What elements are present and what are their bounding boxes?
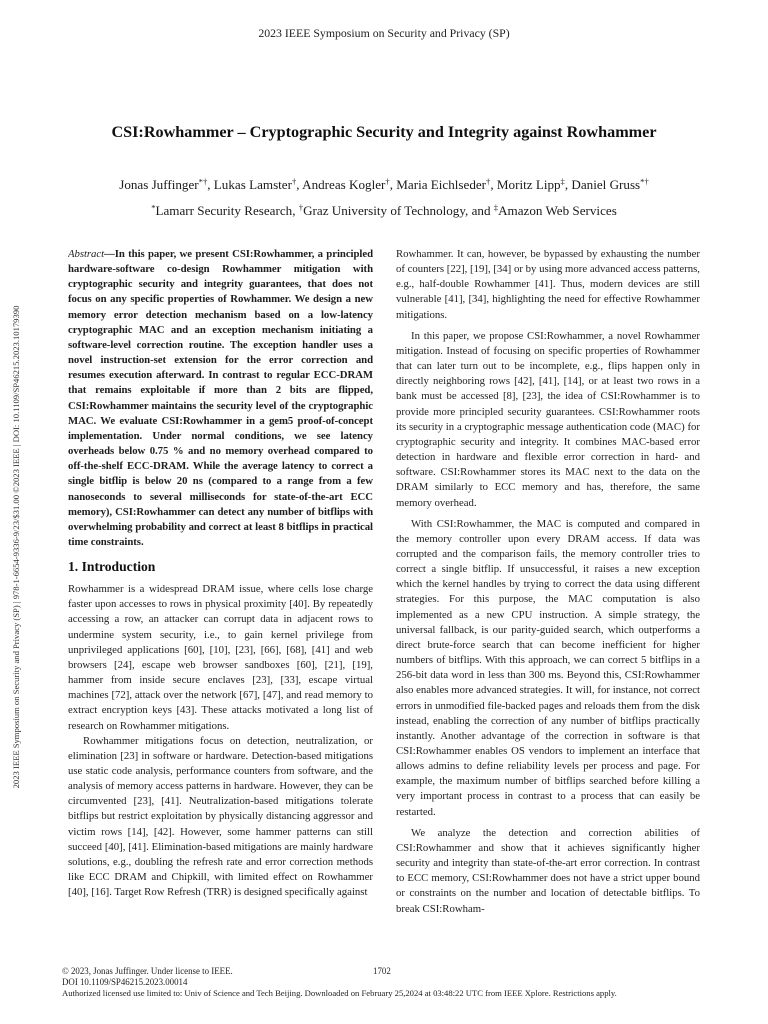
doi-line: DOI 10.1109/SP46215.2023.00014 (62, 977, 188, 987)
author-affiliation-mark: ‡ (560, 176, 565, 187)
copyright-footer (62, 966, 622, 988)
intro-paragraph: With CSI:Rowhammer, the MAC is computed and compared in the memory controller upon every DRAM access. If data was corrupted and the comparison fails, the memory controller tries to correct a single bitflip. If unsuccessful, it raises a new exception which the kernel handles by trying to correct the data using different strategies. For this purpose, the MAC computation is also implemented as a new CPU instruction. A simple strategy, the universal fallback, is our parity-guided search, which outperforms a direct brute-force search that can become inefficient for higher numbers of bitflips. With this approach, we can correct 5 bitflips in a 256-bit data word in less than 300 ms. Beyond this, CSI:Rowhammer also enables more advanced strategies. It will, for instance, not correct errors in unmodified file-backed pages and reloads them from the disk instead, enabling the correction of any number of bitflips practically instantly. Another advantage of the correction in software is that CSI:Rowhammer enables OS vendors to implement an interface that allows admins to define reliability levels per process and page. For example, the maximum number of bitflips searched before killing a very important process in contrast to a process that can easily be restarted. (396, 517, 700, 818)
side-doi-strip (9, 222, 23, 872)
abstract-text: —In this paper, we present CSI:Rowhammer, a principled hardware-software co-design Rowhammer mitigation with cryptographic security and integrity guarantees, that does not focus on any specific properties of Rowhammer. We design a new memory error detection mechanism based on a low-latency cryptographic MAC and an exception mechanism initiating a software-level correction routine. The exception handler uses a novel instruction-set extension for the error correction and resumes execution afterward. In contrast to regular ECC-DRAM that remains exploitable if more than 2 bits are flipped, CSI:Rowhammer maintains the security level of the cryptographic MAC. We evaluate CSI:Rowhammer in a gem5 proof-of-concept implementation. Under normal conditions, we see latency overheads below 0.75 % and no memory overhead compared to off-the-shelf ECC-DRAM. While the average latency to correct a single bitflip is below 20 ns (compared to a range from a few nanoseconds to several milliseconds for state-of-the-art ECC memory), CSI:Rowhammer can detect any number of bitflips with overwhelming probability and correct at least 8 bitflips in practical time constraints. (68, 248, 373, 548)
conference-header: 2023 IEEE Symposium on Security and Privacy (SP) (258, 26, 510, 40)
right-column (396, 247, 700, 937)
intro-paragraph: Rowhammer is a widespread DRAM issue, where cells lose charge faster upon accesses to rows in physical proximity [40]. By repeatedly accessing a row, an attacker can corrupt data in adjacent rows to undermine system security, i.e., to gain kernel privilege from unprivileged applications [60], [10], [23], [66], [68], [41] and web browsers [24], escape web browser sandboxes [60], [21], [19], hammer from inside secure enclaves [23], [33], escape virtual machines [72], attack over the network [67], [47], and read memory to extract encryption keys [43]. These attacks motivated a long list of research on Rowhammer mitigations. (68, 583, 373, 732)
author-name: Maria Eichlseder (396, 177, 487, 192)
left-column (68, 247, 373, 937)
author-name: Andreas Kogler (302, 177, 386, 192)
affiliation-mark: ‡ (493, 202, 499, 213)
affiliation-name: Lamarr Security Research (155, 203, 293, 218)
author-affiliation-mark: *† (640, 176, 649, 187)
author-affiliation-mark: † (291, 176, 297, 187)
author-affiliation-mark: *† (198, 176, 208, 187)
intro-paragraph: We analyze the detection and correction abilities of CSI:Rowhammer and show that it achieves significantly higher security and integrity than state-of-the-art error correction. In contrast to ECC memory, CSI:Rowhammer does not have a strict upper bound or constraints on the number and location of detectable bitflips. To break CSI:Rowham- (396, 826, 700, 915)
affiliation-list: *Lamarr Security Research, †Graz University of Technology, and ‡Amazon Web Services (151, 202, 617, 218)
abstract-lead: Abstract (68, 248, 105, 260)
section-heading-introduction: 1. Introduction (68, 559, 156, 575)
author-affiliation-mark: † (486, 176, 491, 187)
affiliation-name: Amazon Web Services (498, 203, 617, 218)
license-notice: Authorized licensed use limited to: Univ of Science and Tech Beijing. Downloaded on February 25,2024 at 03:48:22 UTC from IEEE Xplore. Restrictions apply. (62, 988, 617, 998)
author-name: Lukas Lamster (213, 177, 292, 192)
author-name: Jonas Juffinger (119, 177, 199, 192)
side-doi-text: 2023 IEEE Symposium on Security and Privacy (SP) | 978-1-6654-9336-9/23/$31.00 ©2023 IEEE | DOI: 10.1109/SP46215.2023.10179390 (11, 305, 21, 789)
affiliation-mark: † (298, 202, 304, 213)
author-name: Daniel Gruss (571, 177, 641, 192)
author-list: Jonas Juffinger*†, Lukas Lamster†, Andreas Kogler†, Maria Eichlseder†, Moritz Lipp‡, Daniel Gruss*† (119, 176, 649, 192)
affiliation-mark: * (151, 202, 156, 213)
paper-title: CSI:Rowhammer – Cryptographic Security and Integrity against Rowhammer (111, 123, 657, 141)
page-number: 1702 (373, 966, 391, 976)
author-affiliation-mark: † (385, 176, 390, 187)
author-name: Moritz Lipp (496, 177, 561, 192)
affiliation-name: Graz University of Technology (303, 203, 466, 218)
copyright-line: © 2023, Jonas Juffinger. Under license to IEEE. (62, 966, 233, 976)
intro-paragraph: Rowhammer. It can, however, be bypassed by exhausting the number of counters [22], [19], [34] or by using more advanced access patterns, e.g., half-double Rowhammer [41]. Thus, modern devices are still vulnerable [41], [34], highlighting the need for effective Rowhammer mitigations. (396, 248, 700, 321)
intro-paragraph: Rowhammer mitigations focus on detection, neutralization, or elimination [23] in software or hardware. Detection-based mitigations use static code analysis, performance counters from software, and the analysis of memory access patterns in hardware. However, they can be circumvented [23], [41]. Neutralization-based mitigations tolerate bitflips but restrict exploitation by physically distancing aggressor and victim rows [14], [42]. However, some hammer patterns can still succeed [40], [41]. Elimination-based mitigations are mainly hardware solutions, e.g., doubling the refresh rate and error correction methods like ECC DRAM and Chipkill, with limited effect on Rowhammer [40], [16]. Target Row Refresh (TRR) is designed specifically against (68, 734, 373, 899)
intro-paragraph: In this paper, we propose CSI:Rowhammer, a novel Rowhammer mitigation. Instead of focusing on specific properties of Rowhammer that can later turn out to be incomplete, e.g., flips happen only in directly neighboring rows [42], [41], [14], or at least two rows in a bank must be accessed [8], [23], the idea of CSI:Rowhammer is to provide more principled security guarantees. CSI:Rowhammer roots its security in a cryptographic message authentication code (MAC) for cryptographic security and integrity. It combines MAC-based error detection in hardware and flexible error correction in hard- and software. CSI:Rowhammer stores its MAC next to the data on the DRAM similarly to ECC memory and has, therefore, the same memory overhead. (396, 329, 700, 509)
abstract (68, 247, 373, 550)
